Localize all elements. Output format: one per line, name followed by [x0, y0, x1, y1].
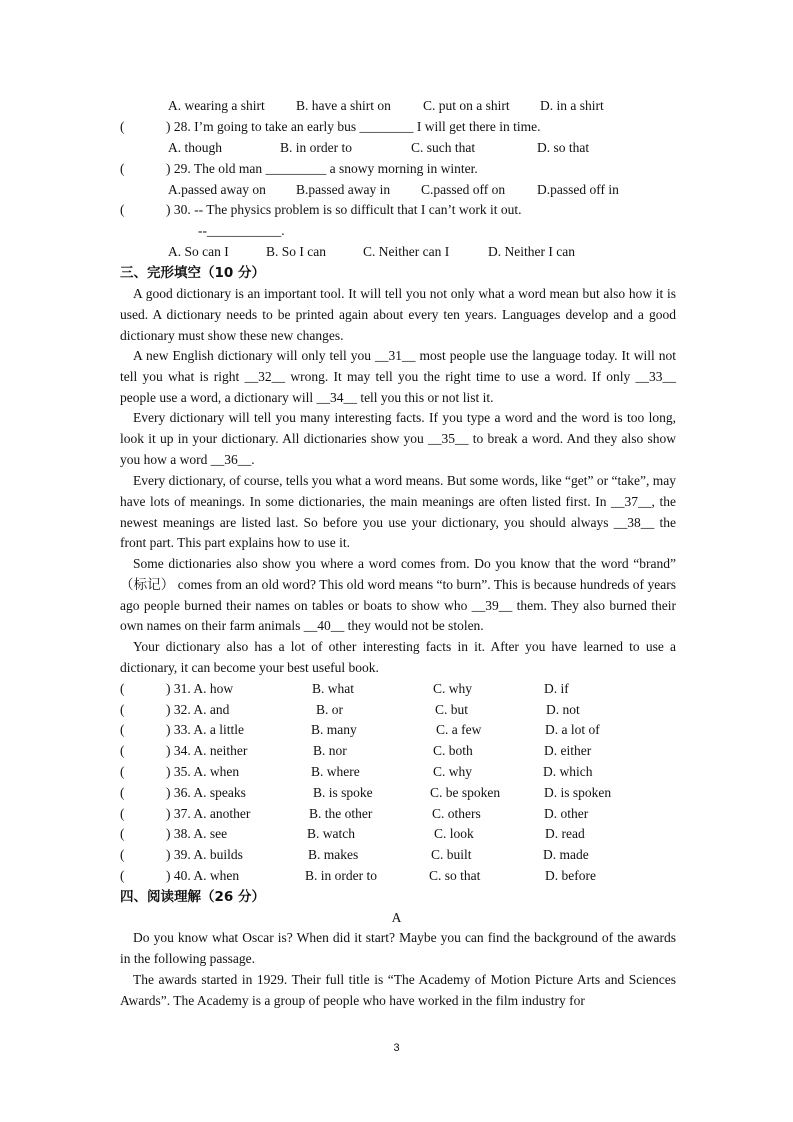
paren: (: [120, 826, 125, 841]
option-c: C. why: [433, 764, 473, 779]
option-c: C. look: [434, 826, 474, 841]
q28-option-a: A. though: [168, 140, 222, 155]
option-d: D. a lot of: [545, 722, 600, 737]
q30-text: ) 30. -- The physics problem is so difficult that I can’t work it out.: [166, 202, 522, 217]
q29-option-d: D.passed off in: [537, 182, 619, 197]
section3-heading: 三、完形填空（10 分）: [120, 265, 265, 281]
option-b: B. what: [312, 681, 354, 696]
cloze-paragraph-2: A new English dictionary will only tell you __31__ most people use the language today. It will not tell you what is right __32__ wrong. It may tell you the right time to use a word. If only __33__ people use a word, a dictionary will __34__ tell you this or not list it.: [120, 348, 676, 405]
q29-option-c: C.passed off on: [421, 182, 506, 197]
q29-option-b: B.passed away in: [296, 182, 391, 197]
option-b: B. or: [316, 702, 343, 717]
question-number-option-a: ) 37. A. another: [166, 806, 251, 821]
cloze-paragraph-6: Your dictionary also has a lot of other interesting facts in it. After you have learned to use a dictionary, it can become your best useful book.: [120, 639, 676, 675]
q30-paren: (: [120, 202, 125, 217]
paren: (: [120, 681, 125, 696]
question-number-option-a: ) 35. A. when: [166, 764, 240, 779]
option-b: B. the other: [309, 806, 373, 821]
paren: (: [120, 743, 125, 758]
q30-option-d: D. Neither I can: [488, 244, 575, 259]
question-number-option-a: ) 34. A. neither: [166, 743, 248, 758]
option-c: C. others: [432, 806, 481, 821]
option-d: D. other: [544, 806, 589, 821]
option-b: B. nor: [313, 743, 347, 758]
option-b: B. in order to: [305, 868, 377, 883]
q30-reply: --___________.: [198, 223, 285, 238]
question-number-option-a: ) 39. A. builds: [166, 847, 243, 862]
q30-option-b: B. So I can: [266, 244, 326, 259]
option-b: B. many: [311, 722, 357, 737]
option-d: D. if: [544, 681, 569, 696]
q27-option-a: A. wearing a shirt: [168, 98, 265, 113]
option-b: B. is spoke: [313, 785, 373, 800]
option-d: D. before: [545, 868, 596, 883]
paren: (: [120, 868, 125, 883]
option-c: C. built: [431, 847, 472, 862]
q27-option-d: D. in a shirt: [540, 98, 604, 113]
option-d: D. made: [543, 847, 589, 862]
paren: (: [120, 785, 125, 800]
reading-paragraph-2: The awards started in 1929. Their full title is “The Academy of Motion Picture Arts and Sciences Awards”. The Academy is a group of people who have worked in the film industry for: [120, 972, 676, 1008]
q28-option-c: C. such that: [411, 140, 476, 155]
q29-option-a: A.passed away on: [168, 182, 266, 197]
q28-text: ) 28. I’m going to take an early bus ________ I will get there in time.: [166, 119, 541, 134]
question-number-option-a: ) 32. A. and: [166, 702, 230, 717]
q28-option-d: D. so that: [537, 140, 590, 155]
question-number-option-a: ) 33. A. a little: [166, 722, 244, 737]
option-c: C. but: [435, 702, 469, 717]
cloze-paragraph-5: Some dictionaries also show you where a word comes from. Do you know that the word “brand” （标记） comes from an old word? This old word means “to burn”. This is because hundreds of years ago people burned their names on tables or boats to show who __39__ them. They also burned their own names on their farm animals __40__ they would not be stolen.: [120, 556, 676, 634]
q27-option-b: B. have a shirt on: [296, 98, 391, 113]
q29-paren: (: [120, 161, 125, 176]
option-b: B. watch: [307, 826, 355, 841]
q28-paren: (: [120, 119, 125, 134]
paren: (: [120, 806, 125, 821]
option-c: C. be spoken: [430, 785, 501, 800]
paren: (: [120, 722, 125, 737]
passage-label: A: [391, 910, 402, 925]
question-number-option-a: ) 40. A. when: [166, 868, 240, 883]
option-d: D. which: [543, 764, 593, 779]
section4-heading: 四、阅读理解（26 分）: [120, 889, 265, 905]
question-number-option-a: ) 38. A. see: [166, 826, 228, 841]
option-b: B. where: [311, 764, 360, 779]
option-d: D. not: [546, 702, 580, 717]
option-b: B. makes: [308, 847, 359, 862]
reading-paragraph-1: Do you know what Oscar is? When did it start? Maybe you can find the background of the awards in the following passage.: [120, 930, 676, 966]
cloze-paragraph-3: Every dictionary will tell you many interesting facts. If you type a word and the word is too long, look it up in your dictionary. All dictionaries show you __35__ to break a word. And they also show you how a word __36__.: [120, 410, 676, 467]
cloze-paragraph-1: A good dictionary is an important tool. It will tell you not only what a word mean but also how it is used. A dictionary needs to be printed again about every ten years. Languages develop and a good dictionary must show these new changes.: [120, 286, 676, 343]
page-number: 3: [393, 1042, 400, 1054]
q29-text: ) 29. The old man _________ a snowy morning in winter.: [166, 161, 478, 176]
cloze-paragraph-4: Every dictionary, of course, tells you what a word means. But some words, like “get” or “take”, may have lots of meanings. In some dictionaries, the main meanings are often listed first. In __37__, the newest meanings are listed last. So before you use your dictionary, you should always __38__ the front part. This part explains how to use it.: [120, 473, 676, 551]
q27-option-c: C. put on a shirt: [423, 98, 510, 113]
option-d: D. either: [544, 743, 592, 758]
question-number-option-a: ) 31. A. how: [166, 681, 234, 696]
paren: (: [120, 847, 125, 862]
paren: (: [120, 702, 125, 717]
option-c: C. so that: [429, 868, 481, 883]
q30-option-a: A. So can I: [168, 244, 229, 259]
q28-option-b: B. in order to: [280, 140, 352, 155]
paren: (: [120, 764, 125, 779]
option-c: C. why: [433, 681, 473, 696]
option-d: D. is spoken: [544, 785, 612, 800]
option-d: D. read: [545, 826, 585, 841]
option-c: C. a few: [436, 722, 482, 737]
question-number-option-a: ) 36. A. speaks: [166, 785, 246, 800]
option-c: C. both: [433, 743, 473, 758]
q30-option-c: C. Neither can I: [363, 244, 450, 259]
